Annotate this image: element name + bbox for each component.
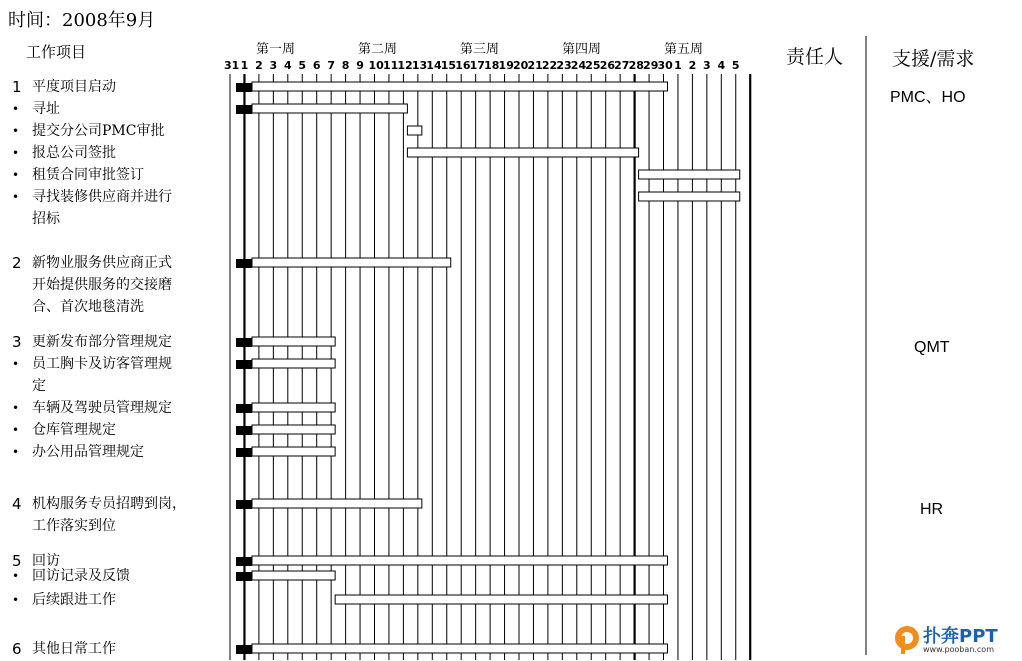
day-tick-label: 1: [674, 59, 682, 72]
tasks-header: 工作项目: [26, 43, 87, 61]
task-number: 1: [12, 78, 22, 96]
bullet-icon: •: [12, 190, 20, 204]
day-tick-label: 24: [570, 59, 587, 72]
bullet-icon: •: [12, 445, 20, 459]
task-bar: [252, 337, 335, 346]
day-tick-label: 25: [585, 59, 601, 72]
page-title: 时间：2008年9月: [8, 10, 156, 31]
support-header: 支援/需求: [892, 48, 975, 70]
milestone-marker: [236, 645, 252, 654]
task-bar: [252, 571, 335, 580]
task-bar: [252, 258, 451, 267]
day-tick-label: 13: [411, 59, 428, 72]
day-tick-label: 14: [426, 59, 442, 72]
milestone-marker: [236, 448, 252, 457]
task-number: 3: [12, 333, 22, 351]
bullet-icon: •: [12, 168, 20, 182]
day-tick-label: 21: [527, 59, 543, 72]
day-tick-label: 27: [614, 59, 630, 72]
day-tick-label: 12: [397, 59, 413, 72]
logo-url: www.pooban.com: [923, 645, 994, 654]
task-text: 回访: [32, 553, 60, 569]
task-bar: [252, 359, 335, 368]
responsible-header: 责任人: [786, 46, 844, 68]
task-bar: [639, 170, 740, 179]
day-tick-label: 9: [356, 59, 364, 72]
logo-icon: [893, 622, 921, 656]
task-text: 回访记录及反馈: [32, 568, 130, 584]
day-tick-label: 3: [269, 59, 278, 72]
task-text: 其他日常工作: [32, 641, 116, 657]
week-label: 第一周: [256, 42, 296, 57]
task-number: 2: [12, 254, 22, 272]
support-value: PMC、HO: [890, 89, 966, 106]
day-tick-label: 6: [312, 59, 321, 72]
task-text: 仓库管理规定: [32, 422, 116, 438]
day-tick-label: 17: [469, 59, 485, 72]
day-tick-label: 18: [484, 59, 500, 72]
day-tick-label: 23: [556, 59, 572, 72]
day-tick-label: 4: [717, 59, 726, 72]
day-tick-label: 10: [368, 59, 384, 72]
day-tick-label: 29: [643, 59, 659, 72]
task-bar: [252, 499, 422, 508]
day-tick-label: 11: [382, 59, 399, 72]
day-tick-label: 28: [628, 59, 644, 72]
milestone-marker: [236, 557, 252, 566]
task-text: 机构服务专员招聘到岗， 工作落实到位: [32, 496, 186, 534]
milestone-marker: [236, 500, 252, 509]
logo-text: 扑奔PPT: [923, 626, 998, 647]
milestone-marker: [236, 259, 252, 268]
bullet-icon: •: [12, 146, 20, 160]
task-text: 报总公司签批: [32, 145, 116, 161]
bullet-icon: •: [12, 569, 20, 583]
milestone-marker: [236, 360, 252, 369]
task-number: 6: [12, 640, 22, 658]
day-tick-label: 30: [657, 59, 673, 72]
task-bar: [252, 556, 668, 565]
bullet-icon: •: [12, 423, 20, 437]
week-label: 第四周: [562, 42, 602, 57]
day-tick-label: 5: [731, 59, 740, 72]
support-value: HR: [920, 501, 944, 518]
task-bar: [252, 104, 407, 113]
task-bar: [252, 447, 335, 456]
task-text: 办公用品管理规定: [32, 444, 144, 460]
task-bar: [407, 148, 638, 157]
bullet-icon: •: [12, 593, 20, 607]
week-label: 第五周: [664, 42, 704, 57]
week-label: 第二周: [358, 42, 398, 57]
task-text: 租赁合同审批签订: [32, 167, 144, 183]
task-bar: [639, 192, 740, 201]
milestone-marker: [236, 105, 252, 114]
day-tick-label: 15: [440, 59, 457, 72]
day-tick-label: 5: [298, 59, 307, 72]
day-tick-label: 4: [283, 59, 292, 72]
task-bar: [407, 126, 421, 135]
support-value: QMT: [914, 339, 950, 356]
task-text: 新物业服务供应商正式 开始提供服务的交接磨 合、首次地毯清洗: [32, 255, 172, 315]
task-bar: [252, 403, 335, 412]
day-tick-label: 8: [341, 59, 350, 72]
milestone-marker: [236, 426, 252, 435]
task-text: 寻找装修供应商并进行 招标: [32, 189, 172, 227]
day-tick-label: 26: [599, 59, 615, 72]
bullet-icon: •: [12, 401, 20, 415]
day-tick-label: 31: [224, 59, 240, 72]
task-text: 寻址: [32, 101, 60, 117]
week-label: 第三周: [460, 42, 500, 57]
milestone-marker: [236, 83, 252, 92]
bullet-icon: •: [12, 124, 20, 138]
milestone-marker: [236, 572, 252, 581]
task-text: 车辆及驾驶员管理规定: [32, 400, 172, 416]
day-tick-label: 22: [541, 59, 558, 72]
day-tick-label: 20: [513, 59, 529, 72]
day-tick-label: 2: [688, 59, 697, 72]
task-text: 后续跟进工作: [32, 592, 116, 608]
day-tick-label: 1: [240, 59, 249, 72]
task-text: 更新发布部分管理规定: [32, 334, 172, 350]
task-number: 5: [12, 552, 22, 570]
task-bar: [335, 595, 667, 604]
task-bar: [252, 82, 668, 91]
task-text: 员工胸卡及访客管理规 定: [32, 356, 172, 394]
day-tick-label: 3: [703, 59, 711, 72]
task-bar: [252, 644, 668, 653]
day-tick-label: 7: [327, 59, 335, 72]
task-text: 提交分公司PMC审批: [32, 123, 165, 139]
pooban-logo: [893, 620, 1019, 658]
task-text: 平度项目启动: [32, 79, 116, 95]
milestone-marker: [236, 338, 252, 347]
day-tick-label: 2: [255, 59, 263, 72]
day-tick-label: 19: [498, 59, 514, 72]
milestone-marker: [236, 404, 252, 413]
task-bar: [252, 425, 335, 434]
bullet-icon: •: [12, 102, 20, 116]
task-number: 4: [12, 495, 22, 513]
day-tick-label: 16: [455, 59, 471, 72]
bullet-icon: •: [12, 357, 20, 371]
